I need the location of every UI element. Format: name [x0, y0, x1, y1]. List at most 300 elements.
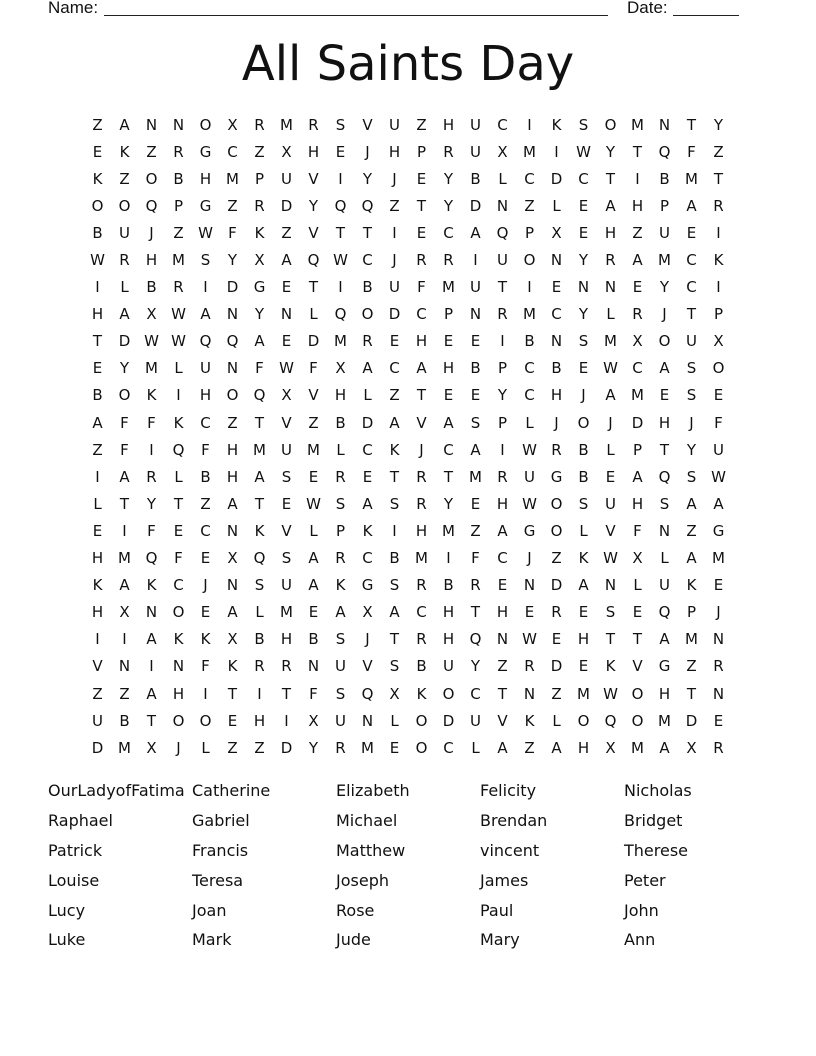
grid-letter: T	[308, 278, 319, 297]
grid-letter: N	[280, 305, 293, 324]
grid-letter: Q	[334, 305, 347, 324]
grid-letter: E	[416, 223, 427, 242]
grid-letter: H	[442, 603, 455, 622]
grid-letter: E	[200, 549, 211, 568]
grid-letter: J	[662, 305, 667, 324]
grid-letter: D	[631, 413, 644, 432]
word-list-item: Joan	[192, 900, 227, 920]
page-title: All Saints Day	[241, 36, 575, 92]
grid-letter: U	[470, 115, 481, 134]
grid-letter: I	[284, 711, 289, 730]
grid-letter: N	[550, 332, 563, 351]
grid-letter: J	[419, 440, 424, 459]
grid-letter: V	[632, 657, 643, 676]
grid-letter: Z	[497, 657, 508, 676]
word-list-item: Luke	[48, 930, 86, 950]
grid-letter: O	[361, 305, 374, 324]
grid-letter: T	[443, 467, 454, 486]
grid-letter: Q	[307, 251, 320, 270]
grid-letter: G	[361, 576, 374, 595]
grid-letter: N	[226, 359, 239, 378]
grid-letter: T	[119, 494, 130, 513]
grid-letter: R	[119, 251, 130, 270]
grid-letter: Y	[659, 278, 670, 297]
grid-letter: K	[416, 684, 427, 703]
grid-letter: Y	[146, 494, 157, 513]
grid-letter: O	[118, 196, 131, 215]
grid-letter: A	[146, 684, 157, 703]
grid-letter: B	[308, 630, 319, 649]
grid-letter: N	[172, 657, 185, 676]
grid-letter: A	[119, 576, 130, 595]
grid-letter: M	[280, 115, 293, 134]
grid-letter: E	[389, 738, 400, 757]
grid-letter: F	[633, 521, 642, 540]
grid-letter: R	[497, 467, 508, 486]
grid-letter: P	[443, 305, 454, 324]
grid-letter: B	[173, 169, 184, 188]
grid-letter: B	[146, 278, 157, 297]
grid-letter: M	[172, 251, 185, 270]
grid-letter: D	[307, 332, 320, 351]
grid-letter: A	[605, 196, 616, 215]
grid-letter: A	[416, 359, 427, 378]
grid-letter: Y	[254, 305, 265, 324]
grid-letter: M	[523, 305, 536, 324]
word-list-item: Matthew	[336, 840, 406, 860]
grid-letter: P	[524, 223, 535, 242]
grid-letter: N	[361, 711, 374, 730]
grid-letter: T	[362, 223, 373, 242]
word-list	[48, 776, 768, 955]
grid-letter: M	[118, 738, 131, 757]
grid-letter: J	[554, 413, 559, 432]
grid-letter: Y	[605, 142, 616, 161]
grid-letter: G	[523, 521, 536, 540]
grid-letter: A	[362, 359, 373, 378]
grid-letter: E	[497, 576, 508, 595]
grid-letter: Y	[470, 657, 481, 676]
grid-letter: Z	[119, 684, 130, 703]
grid-letter: C	[524, 386, 535, 405]
grid-letter: R	[443, 142, 454, 161]
grid-letter: L	[552, 711, 561, 730]
grid-letter: C	[200, 521, 211, 540]
grid-letter: A	[578, 576, 589, 595]
grid-letter: T	[254, 494, 265, 513]
grid-letter: R	[497, 305, 508, 324]
name-blank-line	[104, 15, 608, 16]
grid-letter: E	[632, 278, 643, 297]
grid-letter: B	[335, 413, 346, 432]
grid-letter: H	[550, 386, 563, 405]
grid-letter: Y	[578, 305, 589, 324]
grid-letter: Q	[658, 603, 671, 622]
grid-letter: K	[362, 521, 373, 540]
grid-letter: X	[119, 603, 130, 622]
grid-letter: N	[712, 630, 725, 649]
grid-letter: H	[199, 386, 212, 405]
grid-letter: Z	[551, 549, 562, 568]
grid-letter: O	[415, 711, 428, 730]
grid-letter: T	[605, 169, 616, 188]
grid-letter: F	[120, 440, 129, 459]
grid-letter: U	[470, 278, 481, 297]
grid-letter: D	[91, 738, 104, 757]
grid-letter: H	[226, 467, 239, 486]
grid-letter: Y	[362, 169, 373, 188]
grid-letter: S	[605, 603, 616, 622]
grid-letter: I	[149, 657, 154, 676]
grid-letter: L	[660, 549, 669, 568]
grid-letter: K	[551, 115, 562, 134]
grid-letter: T	[416, 386, 427, 405]
grid-letter: R	[416, 576, 427, 595]
grid-letter: N	[658, 115, 671, 134]
grid-letter: X	[389, 684, 400, 703]
grid-letter: W	[171, 305, 186, 324]
grid-letter: C	[416, 603, 427, 622]
grid-letter: Q	[658, 142, 671, 161]
grid-letter: D	[388, 305, 401, 324]
grid-letter: S	[578, 332, 589, 351]
grid-letter: Q	[226, 332, 239, 351]
grid-letter: V	[281, 413, 292, 432]
grid-letter: E	[308, 603, 319, 622]
grid-letter: X	[227, 115, 238, 134]
grid-letter: U	[92, 711, 103, 730]
grid-letter: I	[176, 386, 181, 405]
grid-letter: B	[443, 576, 454, 595]
grid-letter: R	[551, 440, 562, 459]
grid-letter: M	[469, 467, 482, 486]
grid-letter: L	[93, 494, 102, 513]
grid-letter: W	[522, 630, 537, 649]
grid-letter: L	[174, 359, 183, 378]
grid-letter: I	[257, 684, 262, 703]
grid-letter: P	[335, 521, 346, 540]
grid-letter: I	[500, 332, 505, 351]
grid-letter: K	[227, 657, 238, 676]
word-list-item: Francis	[192, 840, 249, 860]
grid-letter: Z	[686, 521, 697, 540]
date-label: Date:	[627, 0, 668, 17]
grid-letter: S	[389, 576, 400, 595]
grid-letter: C	[524, 169, 535, 188]
grid-letter: Y	[308, 738, 319, 757]
grid-letter: I	[203, 278, 208, 297]
grid-letter: E	[551, 630, 562, 649]
grid-letter: D	[550, 169, 563, 188]
grid-letter: H	[172, 684, 185, 703]
grid-letter: L	[498, 169, 507, 188]
grid-letter: I	[527, 115, 532, 134]
grid-letter: A	[146, 630, 157, 649]
grid-letter: E	[713, 711, 724, 730]
grid-letter: L	[174, 467, 183, 486]
grid-letter: H	[415, 521, 428, 540]
grid-letter: O	[415, 738, 428, 757]
grid-letter: R	[416, 251, 427, 270]
grid-letter: E	[281, 494, 292, 513]
grid-letter: Q	[496, 223, 509, 242]
grid-letter: G	[658, 657, 671, 676]
grid-letter: N	[496, 196, 509, 215]
grid-letter: E	[686, 223, 697, 242]
grid-letter: I	[149, 440, 154, 459]
grid-letter: N	[712, 684, 725, 703]
grid-letter: H	[631, 196, 644, 215]
grid-letter: H	[280, 630, 293, 649]
grid-letter: N	[307, 657, 320, 676]
word-list-item: Mark	[192, 930, 232, 950]
grid-letter: E	[416, 169, 427, 188]
grid-letter: A	[686, 196, 697, 215]
grid-letter: M	[145, 359, 158, 378]
grid-letter: H	[388, 142, 401, 161]
grid-letter: M	[361, 738, 374, 757]
grid-letter: A	[308, 576, 319, 595]
grid-letter: X	[632, 332, 643, 351]
grid-letter: M	[415, 549, 428, 568]
grid-letter: P	[497, 413, 508, 432]
grid-letter: O	[118, 386, 131, 405]
grid-letter: Z	[146, 142, 157, 161]
grid-letter: Z	[713, 142, 724, 161]
grid-letter: U	[281, 169, 292, 188]
word-list-item: Louise	[48, 870, 100, 890]
grid-letter: F	[201, 440, 210, 459]
grid-letter: X	[497, 142, 508, 161]
grid-letter: M	[631, 115, 644, 134]
grid-letter: F	[417, 278, 426, 297]
grid-letter: O	[631, 711, 644, 730]
grid-letter: M	[523, 142, 536, 161]
grid-letter: N	[145, 115, 158, 134]
grid-letter: L	[552, 196, 561, 215]
grid-letter: Q	[253, 386, 266, 405]
grid-letter: A	[443, 413, 454, 432]
grid-letter: O	[577, 711, 590, 730]
grid-letter: A	[362, 494, 373, 513]
grid-letter: P	[659, 196, 670, 215]
grid-letter: J	[365, 142, 370, 161]
grid-letter: L	[120, 278, 129, 297]
grid-letter: B	[416, 657, 427, 676]
grid-letter: T	[686, 684, 697, 703]
grid-letter: V	[308, 169, 319, 188]
grid-letter: B	[92, 386, 103, 405]
grid-letter: I	[392, 223, 397, 242]
grid-letter: Z	[308, 413, 319, 432]
grid-letter: M	[442, 278, 455, 297]
grid-letter: J	[608, 413, 613, 432]
grid-letter: K	[146, 576, 157, 595]
grid-letter: I	[122, 630, 127, 649]
word-list-item: Joseph	[336, 870, 389, 890]
grid-letter: U	[659, 576, 670, 595]
grid-letter: C	[443, 223, 454, 242]
grid-letter: M	[712, 549, 725, 568]
grid-letter: Q	[172, 440, 185, 459]
grid-letter: T	[389, 630, 400, 649]
grid-letter: C	[497, 549, 508, 568]
grid-letter: R	[335, 549, 346, 568]
grid-letter: E	[92, 521, 103, 540]
grid-letter: B	[524, 332, 535, 351]
grid-letter: J	[689, 413, 694, 432]
grid-letter: B	[92, 223, 103, 242]
grid-letter: O	[226, 386, 239, 405]
grid-letter: J	[176, 738, 181, 757]
grid-letter: E	[389, 332, 400, 351]
grid-letter: U	[335, 657, 346, 676]
grid-letter: Q	[469, 630, 482, 649]
grid-letter: M	[658, 711, 671, 730]
grid-letter: H	[226, 440, 239, 459]
grid-letter: F	[714, 413, 723, 432]
word-list-item: Ann	[624, 930, 656, 950]
grid-letter: E	[92, 359, 103, 378]
grid-letter: B	[578, 440, 589, 459]
grid-letter: E	[632, 603, 643, 622]
grid-letter: S	[335, 115, 346, 134]
grid-letter: U	[281, 440, 292, 459]
grid-letter: A	[470, 223, 481, 242]
grid-letter: L	[309, 521, 318, 540]
grid-letter: K	[146, 386, 157, 405]
grid-letter: Z	[551, 684, 562, 703]
grid-letter: E	[173, 521, 184, 540]
grid-letter: I	[716, 223, 721, 242]
grid-letter: C	[362, 549, 373, 568]
grid-letter: E	[578, 657, 589, 676]
grid-letter: N	[523, 684, 536, 703]
grid-letter: V	[308, 223, 319, 242]
grid-letter: S	[335, 684, 346, 703]
word-list-item: Patrick	[48, 840, 103, 860]
grid-letter: Z	[254, 738, 265, 757]
grid-letter: K	[92, 576, 103, 595]
word-list-item: Brendan	[480, 811, 548, 831]
grid-letter: A	[308, 549, 319, 568]
grid-letter: N	[496, 630, 509, 649]
grid-letter: W	[90, 251, 105, 270]
word-list-item: Michael	[336, 811, 398, 831]
grid-letter: H	[334, 386, 347, 405]
grid-letter: E	[308, 467, 319, 486]
grid-letter: E	[578, 196, 589, 215]
grid-letter: I	[554, 142, 559, 161]
grid-letter: K	[524, 711, 535, 730]
grid-letter: A	[686, 494, 697, 513]
grid-letter: Z	[92, 115, 103, 134]
grid-letter: E	[470, 494, 481, 513]
grid-letter: M	[685, 169, 698, 188]
grid-letter: Q	[361, 684, 374, 703]
grid-letter: F	[471, 549, 480, 568]
grid-letter: S	[686, 359, 697, 378]
word-list-item: Jude	[336, 930, 371, 950]
grid-letter: K	[92, 169, 103, 188]
grid-letter: X	[146, 738, 157, 757]
grid-letter: S	[335, 630, 346, 649]
grid-letter: V	[497, 711, 508, 730]
grid-letter: C	[173, 576, 184, 595]
grid-letter: Z	[173, 223, 184, 242]
grid-letter: M	[253, 440, 266, 459]
grid-letter: J	[581, 386, 586, 405]
grid-letter: W	[711, 467, 726, 486]
grid-letter: N	[523, 576, 536, 595]
grid-letter: J	[716, 603, 721, 622]
grid-letter: W	[198, 223, 213, 242]
grid-letter: E	[551, 278, 562, 297]
grid-letter: R	[416, 467, 427, 486]
grid-letter: B	[551, 359, 562, 378]
grid-letter: Z	[632, 223, 643, 242]
grid-letter: O	[604, 115, 617, 134]
grid-letter: A	[254, 332, 265, 351]
grid-letter: Z	[389, 386, 400, 405]
grid-letter: Q	[334, 196, 347, 215]
grid-letter: K	[335, 576, 346, 595]
grid-letter: Q	[253, 549, 266, 568]
grid-letter: V	[605, 521, 616, 540]
grid-letter: Z	[92, 684, 103, 703]
grid-letter: E	[470, 386, 481, 405]
grid-letter: R	[524, 657, 535, 676]
grid-letter: G	[550, 467, 563, 486]
grid-letter: Z	[227, 738, 238, 757]
grid-letter: T	[470, 603, 481, 622]
grid-letter: H	[442, 115, 455, 134]
grid-letter: I	[95, 630, 100, 649]
grid-letter: F	[309, 684, 318, 703]
grid-letter: F	[255, 359, 264, 378]
grid-letter: L	[606, 305, 615, 324]
grid-letter: M	[226, 169, 239, 188]
grid-letter: F	[174, 549, 183, 568]
grid-letter: K	[686, 576, 697, 595]
grid-letter: R	[713, 657, 724, 676]
word-list-item: Peter	[624, 870, 666, 890]
grid-letter: Q	[145, 549, 158, 568]
grid-letter: L	[390, 711, 399, 730]
grid-letter: L	[579, 521, 588, 540]
grid-letter: R	[713, 738, 724, 757]
grid-letter: J	[392, 251, 397, 270]
grid-letter: H	[577, 738, 590, 757]
grid-letter: K	[200, 630, 211, 649]
grid-letter: P	[713, 305, 724, 324]
grid-letter: A	[497, 738, 508, 757]
grid-letter: L	[633, 576, 642, 595]
grid-letter: H	[658, 684, 671, 703]
grid-letter: D	[550, 657, 563, 676]
grid-letter: R	[335, 738, 346, 757]
grid-letter: V	[416, 413, 427, 432]
grid-letter: D	[685, 711, 698, 730]
grid-letter: H	[442, 359, 455, 378]
grid-letter: X	[227, 630, 238, 649]
grid-letter: H	[442, 630, 455, 649]
grid-letter: I	[95, 278, 100, 297]
grid-letter: B	[362, 278, 373, 297]
grid-letter: W	[522, 440, 537, 459]
grid-letter: F	[201, 657, 210, 676]
grid-letter: F	[687, 142, 696, 161]
